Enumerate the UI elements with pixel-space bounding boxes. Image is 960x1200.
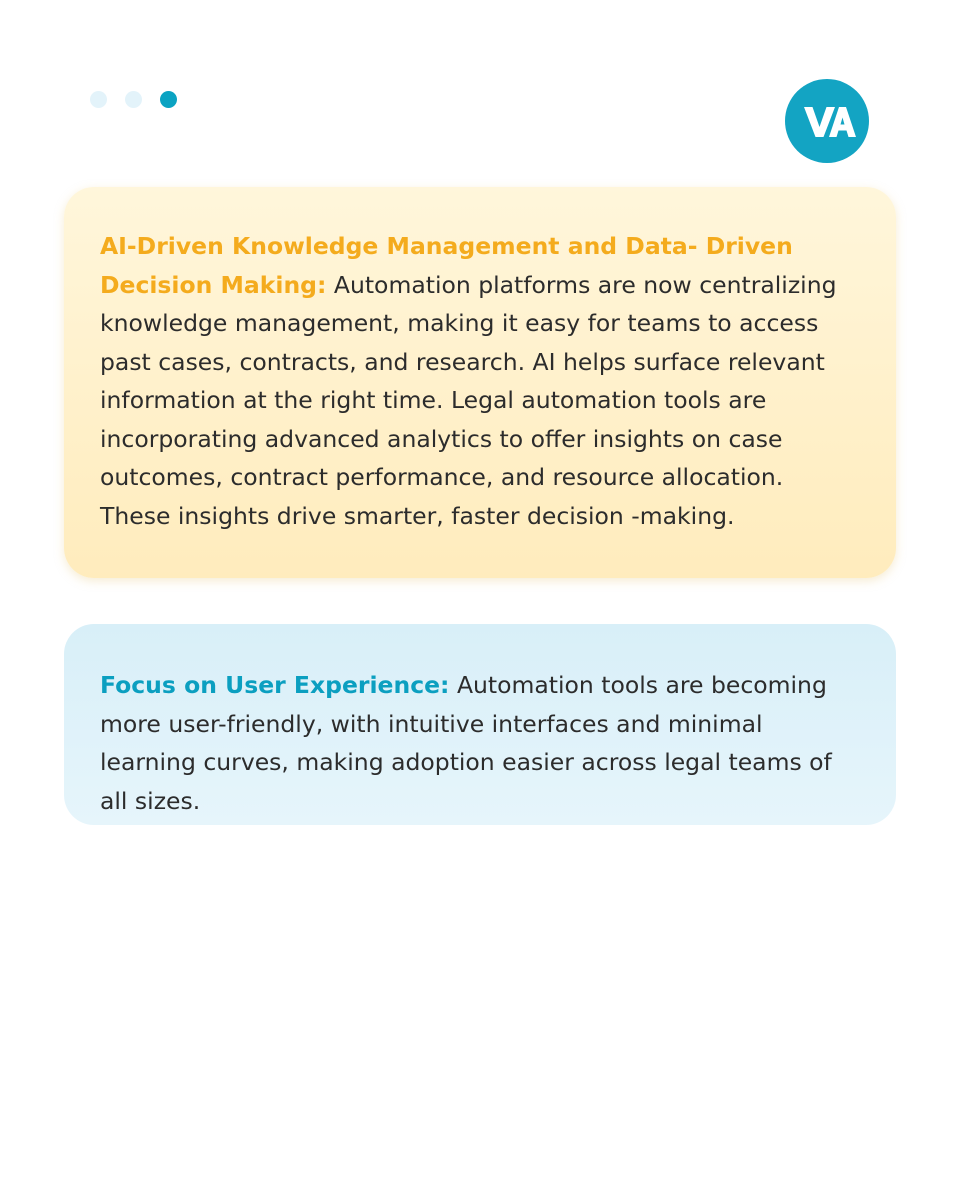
carousel-pager (90, 91, 177, 108)
info-card-user-experience (64, 624, 896, 825)
card-heading: Focus on User Experience: (100, 671, 450, 699)
card-paragraph (100, 666, 858, 820)
card-paragraph (100, 227, 858, 535)
va-logo-mark (785, 79, 869, 163)
card-body: Automation platforms are now centralizing knowledge management, making it easy for teams to access past cases, contracts, and research. AI helps surface relevant information at the right time. Legal automation tools are incorporating advanced analytics to offer insights on case outcomes, contract performance, and resource allocation. These insights drive smarter, faster decision -making. (100, 270, 837, 530)
pager-dot-1[interactable] (90, 91, 107, 108)
va-logo-icon (785, 79, 869, 163)
card-heading: AI-Driven Knowledge Management and Data- Driven Decision Making: (100, 232, 793, 299)
info-card-knowledge-management (64, 187, 896, 578)
pager-dot-2[interactable] (125, 91, 142, 108)
pager-dot-3-active[interactable] (160, 91, 177, 108)
card-body: Automation tools are becoming more user-friendly, with intuitive interfaces and minimal learning curves, making adoption easier across legal teams of all sizes. (100, 671, 832, 815)
